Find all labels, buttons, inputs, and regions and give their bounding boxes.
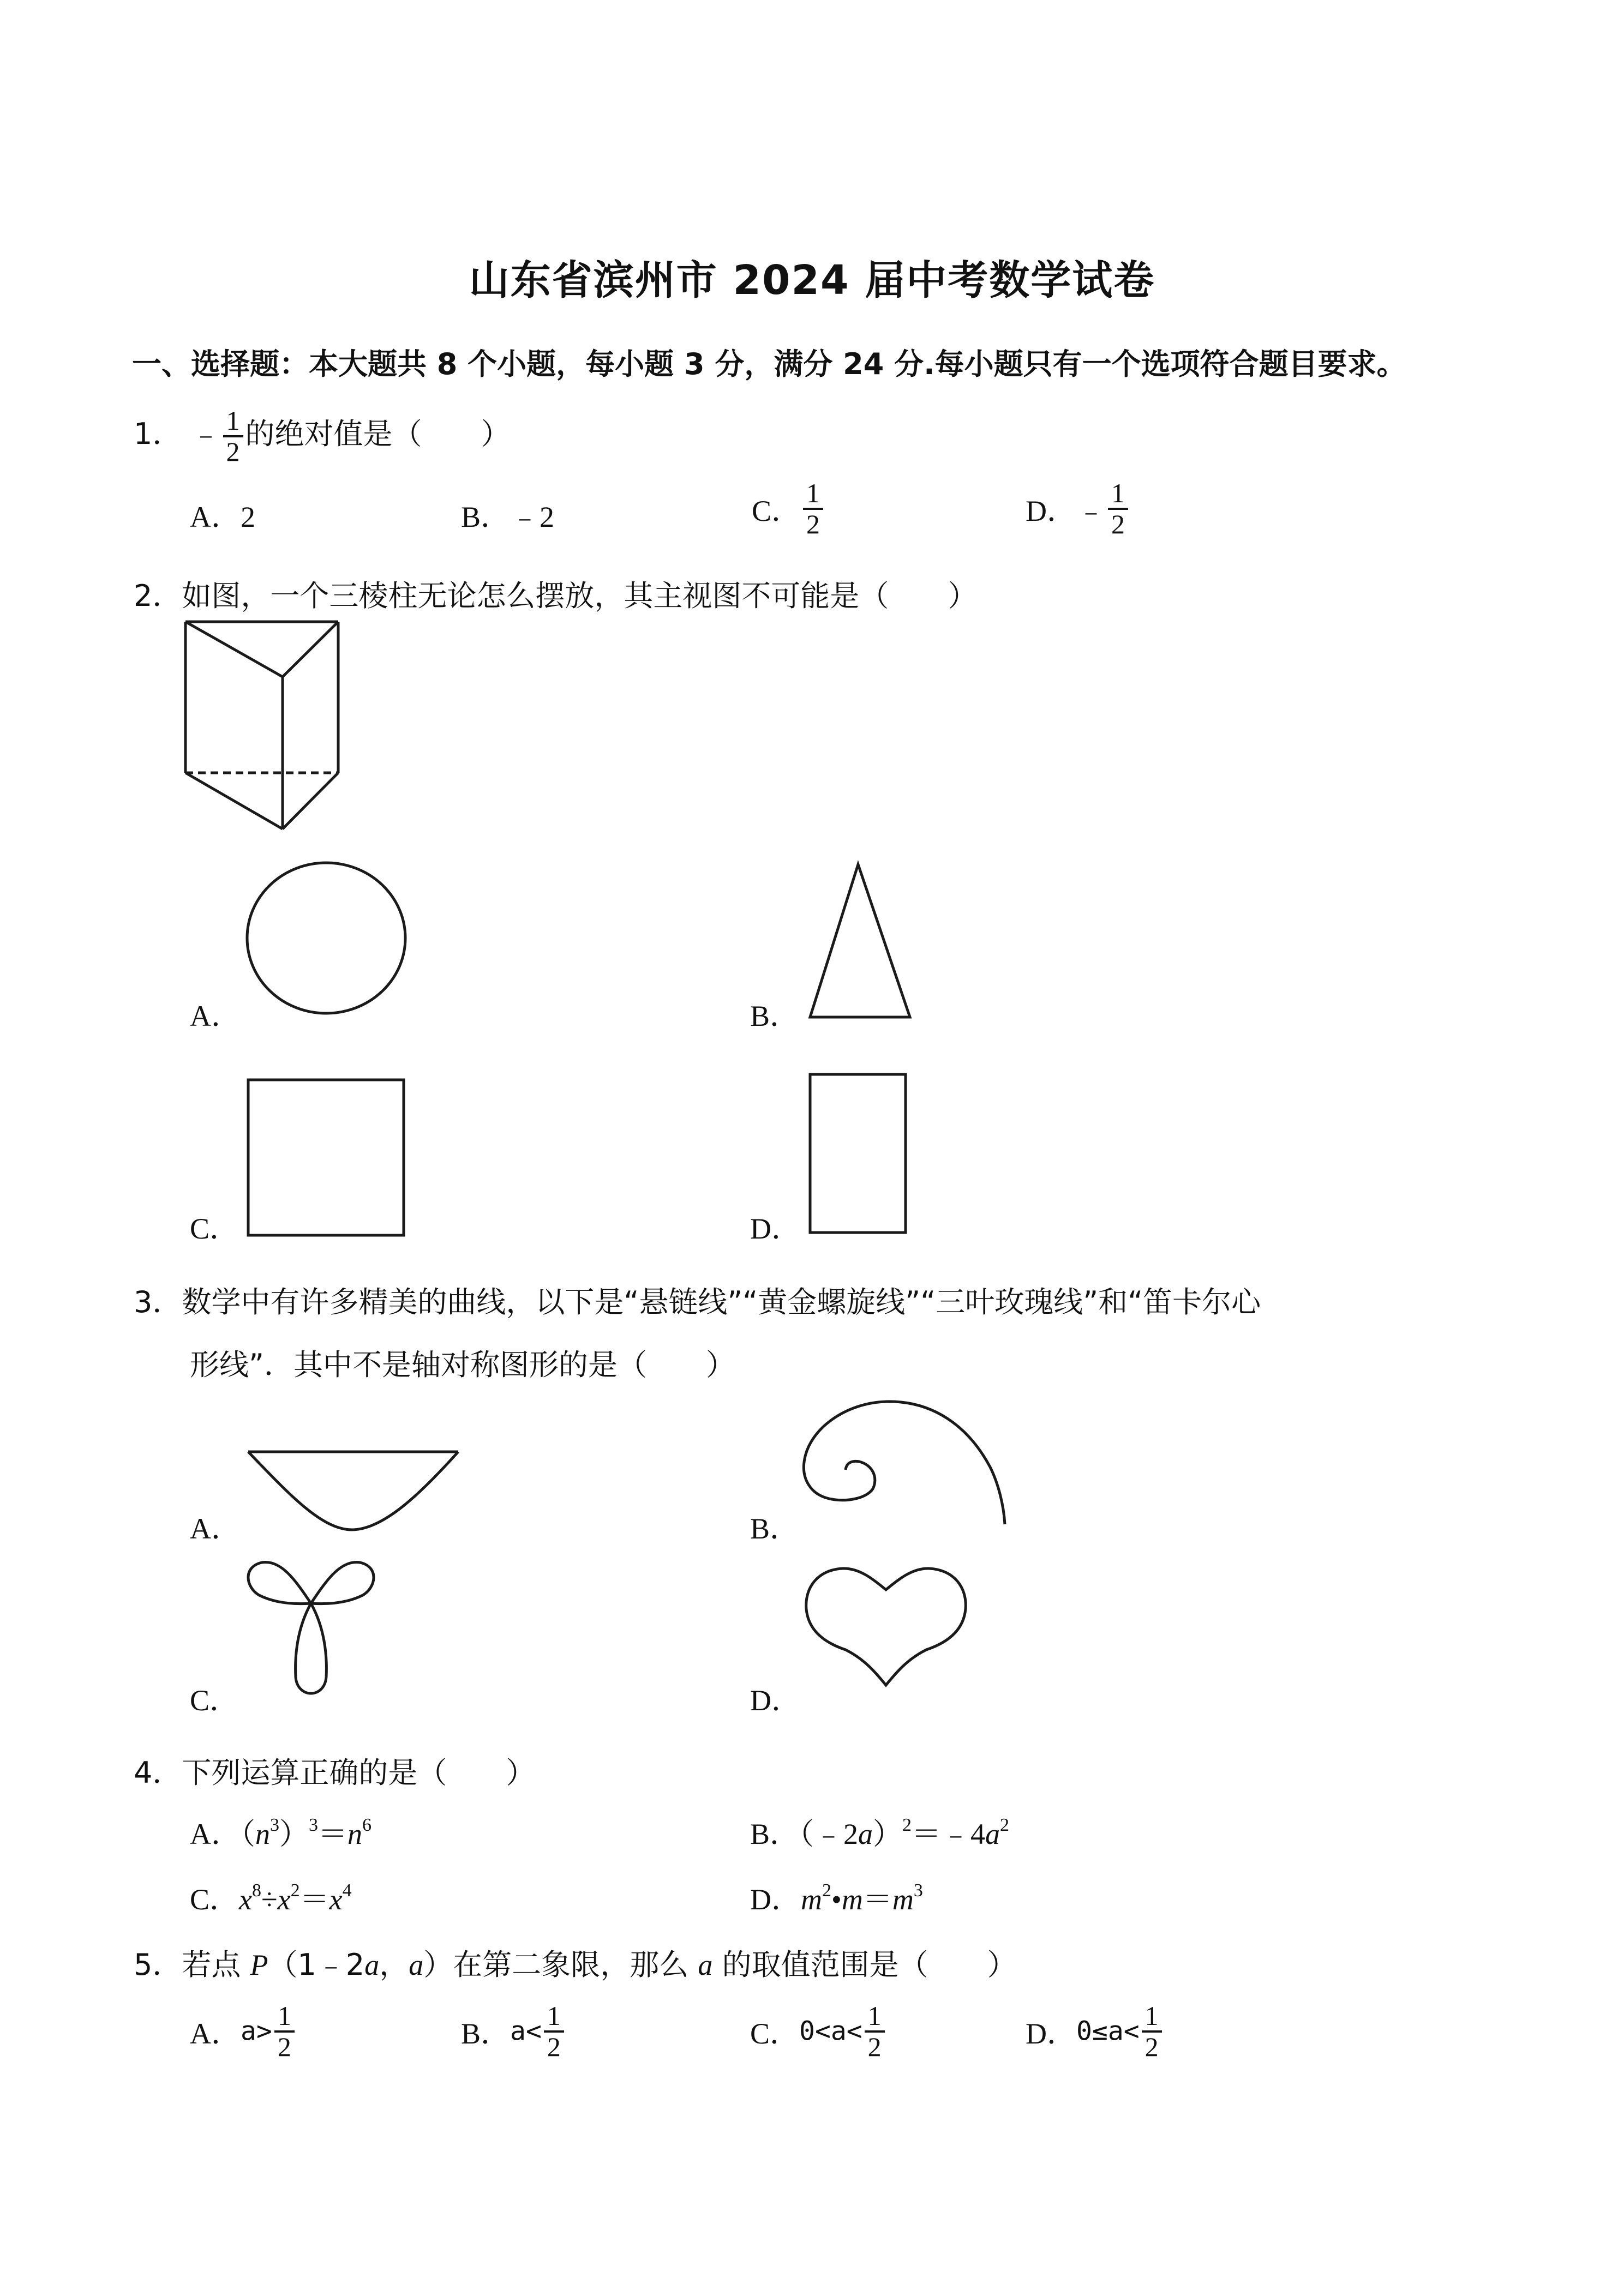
variable: m xyxy=(892,1883,914,1916)
question-text: 下列运算正确的是（ ） xyxy=(182,1756,536,1790)
variable: m xyxy=(801,1883,822,1916)
variable: n xyxy=(347,1818,362,1850)
question-text: 的绝对值是（ ） xyxy=(245,417,511,452)
exponent: 8 xyxy=(252,1880,261,1901)
variable: a xyxy=(830,2016,847,2047)
prism-top-left-edge xyxy=(185,622,283,677)
lower-bound: 0 xyxy=(1076,2016,1092,2047)
question-text: 如图，一个三棱柱无论怎么摆放，其主视图不可能是（ ） xyxy=(182,579,978,613)
square-shape xyxy=(245,1072,409,1241)
option-label: C． xyxy=(752,495,801,527)
question-5 xyxy=(134,1942,1017,1984)
relation: < xyxy=(525,2016,542,2047)
exponent: 2 xyxy=(290,1880,300,1901)
numerator: 1 xyxy=(544,2002,564,2033)
paren-close: ） xyxy=(873,1818,903,1850)
relation: < xyxy=(814,2016,831,2047)
numerator: 1 xyxy=(223,406,243,437)
catenary-curve xyxy=(240,1429,464,1543)
exponent: 3 xyxy=(913,1880,923,1901)
circle-outline xyxy=(247,863,405,1013)
relation: > xyxy=(256,2016,272,2047)
heart-outline xyxy=(806,1568,966,1685)
denominator: 2 xyxy=(1111,508,1125,539)
expression-part: ＝﹣4 xyxy=(912,1818,986,1850)
fraction xyxy=(223,406,243,466)
spiral-path xyxy=(804,1402,1005,1524)
option-c[interactable] xyxy=(750,2002,887,2061)
denominator: 2 xyxy=(806,508,820,539)
option-label: D． xyxy=(750,1883,801,1916)
variable: x xyxy=(239,1883,252,1916)
question-text: ）在第二象限，那么 xyxy=(423,1948,698,1982)
fraction xyxy=(1108,479,1128,538)
question-number: 3． xyxy=(134,1285,182,1319)
option-label: B． xyxy=(461,501,511,533)
minus-sign: ﹣ xyxy=(191,417,221,452)
option-d[interactable] xyxy=(1026,479,1130,538)
option-a-label[interactable]: A． xyxy=(190,1512,241,1545)
equals: ＝ xyxy=(862,1883,892,1916)
variable: a xyxy=(409,1949,424,1981)
option-label: A． xyxy=(190,1818,241,1850)
variable: a xyxy=(858,1818,873,1850)
denominator: 2 xyxy=(867,2031,882,2062)
exponent: 2 xyxy=(1000,1815,1010,1835)
prism-bottom-left-edge xyxy=(185,773,283,829)
numerator: 1 xyxy=(865,2002,885,2033)
option-label: A． xyxy=(190,2017,241,2050)
minus-sign: ﹣ xyxy=(1076,495,1106,527)
question-1 xyxy=(134,406,511,466)
option-c[interactable] xyxy=(190,1876,352,1918)
heart-cardioid-curve xyxy=(796,1527,976,1712)
lower-bound: 0 xyxy=(799,2016,815,2047)
square-outline xyxy=(248,1080,404,1235)
option-label: D． xyxy=(1026,495,1076,527)
fraction xyxy=(1142,2002,1162,2061)
option-b-label[interactable]: B． xyxy=(750,1000,800,1032)
divide: ÷ xyxy=(261,1883,278,1916)
exponent: 2 xyxy=(902,1815,912,1835)
rose-leaf-right xyxy=(311,1562,374,1604)
option-c-label[interactable]: C． xyxy=(190,1212,239,1245)
numerator: 1 xyxy=(803,479,823,510)
variable: m xyxy=(841,1883,863,1916)
question-text: 数学中有许多精美的曲线，以下是“悬链线”“黄金螺旋线”“三叶玫瑰线”和“笛卡尔心 xyxy=(182,1285,1261,1319)
rose-leaf-bottom xyxy=(296,1603,327,1693)
question-number: 1． xyxy=(134,417,182,452)
option-d[interactable] xyxy=(1026,2002,1164,2061)
rectangle-shape xyxy=(805,1069,914,1238)
variable: P xyxy=(250,1949,268,1981)
exponent: 6 xyxy=(362,1815,371,1835)
question-text: 的取值范围是（ ） xyxy=(712,1948,1017,1982)
option-a[interactable] xyxy=(190,494,255,536)
option-b[interactable] xyxy=(461,494,554,536)
fraction xyxy=(274,2002,295,2061)
question-text: ， xyxy=(379,1948,409,1982)
denominator: 2 xyxy=(226,436,240,467)
question-number: 5． xyxy=(134,1948,182,1982)
numerator: 1 xyxy=(1108,479,1128,510)
expression-part: （﹣2 xyxy=(799,1818,859,1850)
option-a-label[interactable]: A． xyxy=(190,1000,241,1032)
option-c[interactable] xyxy=(752,479,825,538)
variable: a xyxy=(985,1818,1000,1850)
variable: x xyxy=(329,1883,343,1916)
question-text: 若点 xyxy=(182,1948,250,1982)
variable: a xyxy=(241,2016,256,2047)
option-a[interactable] xyxy=(190,2002,297,2061)
option-b-label[interactable]: B． xyxy=(750,1512,800,1545)
question-2 xyxy=(134,573,977,615)
exponent: 2 xyxy=(822,1880,831,1901)
option-c-label[interactable]: C． xyxy=(190,1684,239,1717)
relation: ≤ xyxy=(1092,2016,1108,2047)
fraction xyxy=(803,479,823,538)
option-value: 2 xyxy=(241,501,255,533)
equals: ＝ xyxy=(299,1883,329,1916)
relation: < xyxy=(846,2016,862,2047)
question-text: （1﹣2 xyxy=(268,1948,365,1982)
rose-leaf-left xyxy=(248,1562,311,1604)
three-leaf-rose-curve xyxy=(229,1535,393,1715)
variable: x xyxy=(277,1883,291,1916)
option-label: C． xyxy=(750,2017,800,2050)
rectangle-outline xyxy=(810,1074,906,1233)
golden-spiral-curve xyxy=(786,1391,1015,1543)
variable: a xyxy=(364,1949,380,1981)
numerator: 1 xyxy=(274,2002,295,2033)
option-d[interactable] xyxy=(750,1876,923,1918)
option-b[interactable] xyxy=(461,2002,566,2061)
question-number: 4． xyxy=(134,1756,182,1790)
option-d-label[interactable]: D． xyxy=(750,1684,801,1717)
question-3-line-2: 形线”．其中不是轴对称图形的是（ ） xyxy=(190,1348,735,1382)
page-title: 山东省滨州市 2024 届中考数学试卷 xyxy=(469,257,1155,304)
numerator: 1 xyxy=(1142,2002,1162,2033)
catenary-arc xyxy=(248,1452,458,1530)
exponent: 3 xyxy=(309,1815,318,1835)
prism-top-right-edge xyxy=(283,622,338,677)
fraction xyxy=(865,2002,885,2061)
triangle-shape xyxy=(802,854,922,1023)
option-value: ﹣2 xyxy=(510,501,555,533)
option-label: A． xyxy=(190,501,241,533)
variable: a xyxy=(698,1949,713,1981)
triangular-prism-figure xyxy=(183,619,346,837)
variable: a xyxy=(1107,2016,1124,2047)
denominator: 2 xyxy=(277,2031,291,2062)
exponent: 4 xyxy=(342,1880,352,1901)
option-label: D． xyxy=(1026,2017,1076,2050)
denominator: 2 xyxy=(1144,2031,1159,2062)
fraction xyxy=(544,2002,564,2061)
multiply-dot: • xyxy=(831,1883,842,1916)
variable: a xyxy=(510,2016,526,2047)
equals: ＝ xyxy=(318,1818,347,1850)
question-4 xyxy=(134,1750,535,1792)
option-label: B． xyxy=(750,1818,800,1850)
exponent: 3 xyxy=(270,1815,279,1835)
option-label: C． xyxy=(190,1883,239,1916)
option-a[interactable] xyxy=(190,1811,371,1853)
prism-bottom-right-edge xyxy=(283,773,338,829)
option-b[interactable] xyxy=(750,1811,1009,1853)
relation: < xyxy=(1123,2016,1140,2047)
question-3-line-1 xyxy=(134,1279,1261,1321)
triangle-outline xyxy=(810,864,910,1017)
variable: n xyxy=(255,1818,270,1850)
denominator: 2 xyxy=(547,2031,561,2062)
section-header: 一、选择题：本大题共 8 个小题，每小题 3 分，满分 24 分.每小题只有一个选项符合题目要求。 xyxy=(132,347,1406,381)
question-number: 2． xyxy=(134,579,182,613)
circle-shape xyxy=(245,859,409,1023)
paren-open: （ xyxy=(241,1818,255,1850)
option-label: B． xyxy=(461,2017,511,2050)
option-d-label[interactable]: D． xyxy=(750,1212,801,1245)
paren-close: ） xyxy=(279,1818,309,1850)
